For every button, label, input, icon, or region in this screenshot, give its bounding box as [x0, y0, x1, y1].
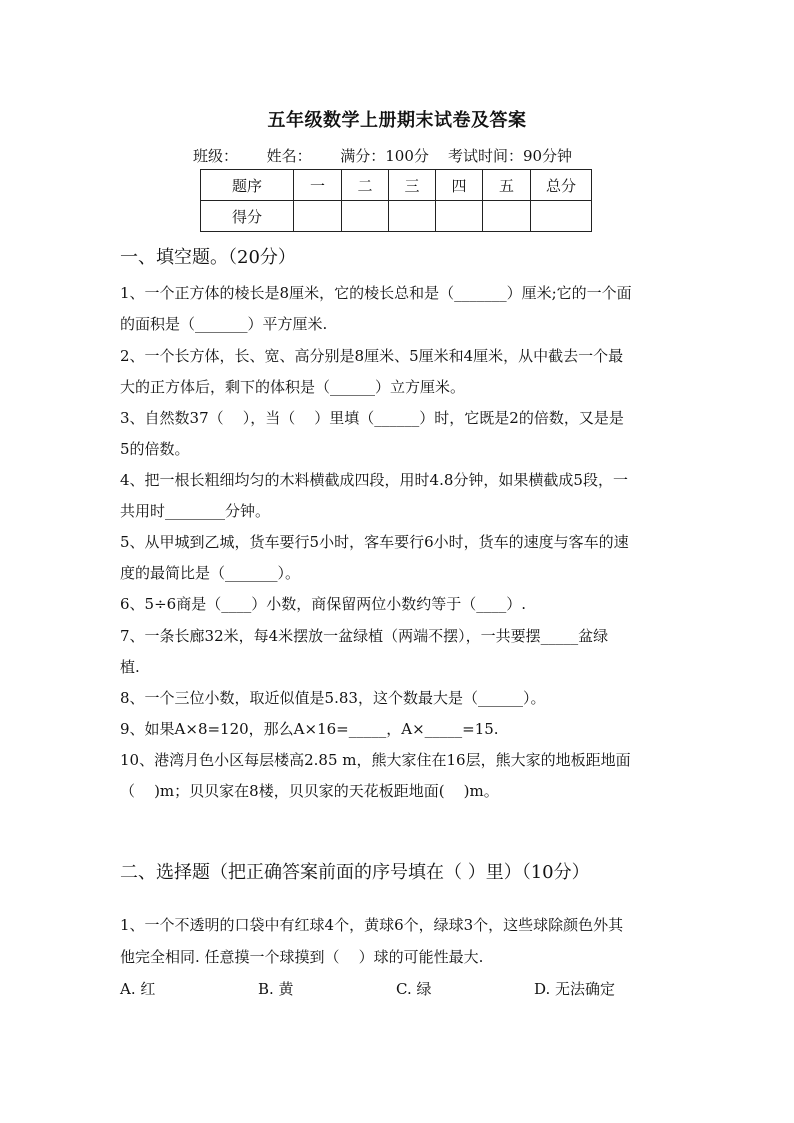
option-a: A. 红	[120, 980, 156, 998]
score-table-header: 二	[342, 170, 389, 201]
question-line: 1、一个正方体的棱长是8厘米，它的棱长总和是（_______）厘米;它的一个面	[120, 284, 632, 302]
question-line: 度的最简比是（_______）。	[120, 564, 301, 582]
score-cell	[294, 201, 342, 232]
question-line: 1、一个不透明的口袋中有红球4个，黄球6个，绿球3个，这些球除颜色外其	[120, 916, 624, 934]
score-table-header: 三	[389, 170, 436, 201]
question-line: 5、从甲城到乙城，货车要行5小时，客车要行6小时，货车的速度与客车的速	[120, 533, 629, 551]
score-cell	[483, 201, 531, 232]
question-line: 7、一条长廊32米，每4米摆放一盆绿植（两端不摆），一共要摆_____盆绿	[120, 627, 609, 645]
question-line: 9、如果A×8=120，那么A×16=_____，A×_____=15.	[120, 720, 499, 738]
score-table-score-row	[201, 201, 592, 232]
question-line: 6、5÷6商是（____）小数，商保留两位小数约等于（____）.	[120, 595, 526, 613]
score-cell	[436, 201, 483, 232]
question-line: 他完全相同. 任意摸一个球摸到（ ）球的可能性最大.	[120, 948, 484, 966]
question-line: 共用时________分钟。	[120, 502, 271, 520]
exam-info-line	[193, 145, 572, 166]
option-c: C. 绿	[396, 980, 432, 998]
score-table	[200, 169, 592, 232]
score-cell	[531, 201, 592, 232]
score-cell	[389, 201, 436, 232]
exam-title: 五年级数学上册期末试卷及答案	[267, 110, 527, 131]
option-d: D. 无法确定	[534, 980, 616, 998]
score-table-header: 题序	[201, 170, 294, 201]
question-line: 4、把一根长粗细均匀的木料横截成四段，用时4.8分钟，如果横截成5段，一	[120, 471, 628, 489]
question-line: 的面积是（_______）平方厘米.	[120, 315, 328, 333]
section-2-title: 二、选择题（把正确答案前面的序号填在（ ）里）（10分）	[120, 862, 590, 883]
section-1-title: 一、填空题。（20分）	[120, 247, 296, 268]
class-label: 班级：	[193, 147, 239, 165]
score-cell	[342, 201, 389, 232]
question-line: 3、自然数37（ ），当（ ）里填（______）时，它既是2的倍数，又是是	[120, 409, 624, 427]
score-table-header: 四	[436, 170, 483, 201]
question-line: 2、一个长方体，长、宽、高分别是8厘米、5厘米和4厘米，从中截去一个最	[120, 347, 624, 365]
score-table-header: 一	[294, 170, 342, 201]
exam-time: 考试时间：90分钟	[447, 147, 573, 165]
question-line: （ )m；贝贝家在8楼，贝贝家的天花板距地面( )m。	[120, 782, 499, 800]
question-line: 植.	[120, 658, 140, 676]
score-table-header: 总分	[531, 170, 592, 201]
question-line: 5的倍数。	[120, 440, 190, 458]
question-line: 大的正方体后，剩下的体积是（______）立方厘米。	[120, 378, 466, 396]
option-b: B. 黄	[258, 980, 294, 998]
score-table-header: 五	[483, 170, 531, 201]
question-line: 8、一个三位小数，取近似值是5.83，这个数最大是（______）。	[120, 689, 546, 707]
full-marks: 满分：100分	[340, 147, 429, 165]
score-table-header-row	[201, 170, 592, 201]
question-line: 10、港湾月色小区每层楼高2.85 m，熊大家住在16层，熊大家的地板距地面	[120, 751, 631, 769]
name-label: 姓名：	[266, 147, 312, 165]
score-row-label: 得分	[201, 201, 294, 232]
